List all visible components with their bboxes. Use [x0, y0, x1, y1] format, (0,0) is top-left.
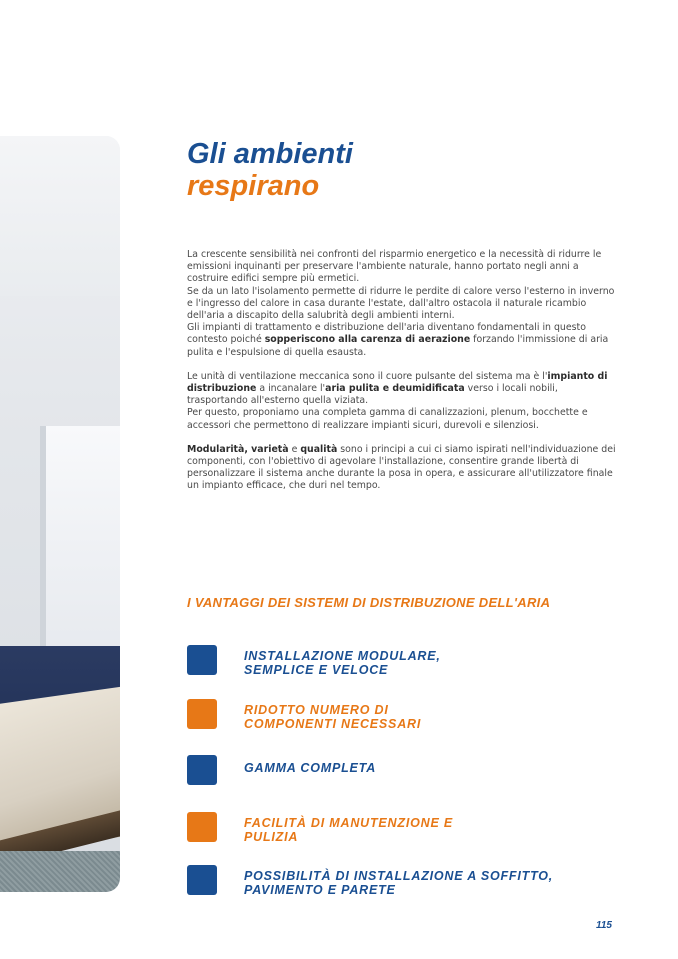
body-paragraph-3	[187, 444, 617, 493]
body-text-bold: sopperiscono alla carenza di aerazione	[264, 334, 471, 346]
page-number: 115	[596, 920, 612, 931]
advantage-line: PAVIMENTO E PARETE	[244, 883, 396, 897]
advantage-line: PULIZIA	[244, 830, 299, 844]
body-text-segment: sono i principi a cui ci siamo ispirati nell'individuazione dei componenti, con l'obiettivo di agevolare l'installazione, consentire grande libertà di personalizzare il sistema anche durante la posa in opera, e assicurare all'utilizzatore finale un impianto efficace, che duri nel tempo.	[187, 443, 616, 492]
body-paragraph-1	[187, 249, 617, 359]
body-text-segment: forzando l'immissione di aria pulita e l'espulsione di quella esausta.	[187, 334, 609, 358]
title-line-2: respirano	[187, 170, 320, 202]
blue-square-icon	[187, 755, 217, 785]
body-text	[187, 249, 617, 505]
advantage-text	[244, 816, 604, 844]
photo-window	[40, 426, 120, 666]
advantage-line: INSTALLAZIONE MODULARE,	[244, 649, 441, 663]
body-paragraph-2	[187, 371, 617, 432]
body-text-bold: impianto di distribuzione	[187, 370, 608, 395]
body-text-segment: e	[288, 443, 301, 455]
body-text-segment: Gli impianti di trattamento e distribuzione dell'aria diventano fondamentali in questo contesto poiché	[187, 322, 586, 346]
advantage-line: POSSIBILITÀ DI INSTALLAZIONE A SOFFITTO,	[244, 869, 554, 883]
advantage-line: RIDOTTO NUMERO DI	[244, 703, 389, 717]
body-text-segment: Se da un lato l'isolamento permette di ridurre le perdite di calore verso l'esterno in inverno e l'ingresso del calore in casa durante l'estate, dall'altro ostacola il naturale ricambio dell'aria a discapito della salubrità degli ambienti interni.	[187, 285, 615, 322]
body-text-segment: Le unità di ventilazione meccanica sono il cuore pulsante del sistema ma è l'	[187, 370, 548, 382]
body-text-segment: a incanalare l'	[256, 383, 326, 395]
advantage-text	[244, 761, 604, 775]
advantage-line: FACILITÀ DI MANUTENZIONE E	[244, 816, 453, 830]
blue-square-icon	[187, 645, 217, 675]
body-text-segment: verso i locali nobili, trasportando all'esterno quella viziata.	[187, 383, 558, 407]
photo-ceiling	[0, 136, 120, 296]
advantage-line: GAMMA COMPLETA	[244, 761, 377, 775]
body-text-segment: La crescente sensibilità nei confronti del risparmio energetico e la necessità di ridurre le emissioni inquinanti per preservare l'ambiente naturale, hanno portato negli anni a costruire edifici sempre più ermetici.	[187, 249, 602, 285]
advantage-text	[244, 703, 604, 731]
photo-rug	[0, 851, 120, 892]
bedroom-photo	[0, 136, 120, 892]
orange-square-icon	[187, 812, 217, 842]
advantage-text	[244, 649, 604, 677]
advantages-heading: I VANTAGGI DEI SISTEMI DI DISTRIBUZIONE DELL'ARIA	[187, 595, 551, 610]
advantage-line: COMPONENTI NECESSARI	[244, 717, 422, 731]
advantage-line: SEMPLICE E VELOCE	[244, 663, 389, 677]
page-title	[187, 138, 353, 202]
body-text-bold: qualità	[300, 443, 338, 455]
advantage-text	[244, 869, 604, 897]
body-text-bold: aria pulita e deumidificata	[325, 383, 465, 395]
body-text-segment: Per questo, proponiamo una completa gamma di canalizzazioni, plenum, bocchette e accessori che permettono di realizzare impianti sicuri, durevoli e silenziosi.	[187, 407, 588, 431]
body-text-bold: Modularità, varietà	[187, 443, 289, 455]
orange-square-icon	[187, 699, 217, 729]
blue-square-icon	[187, 865, 217, 895]
title-line-1: Gli ambienti	[187, 138, 353, 170]
